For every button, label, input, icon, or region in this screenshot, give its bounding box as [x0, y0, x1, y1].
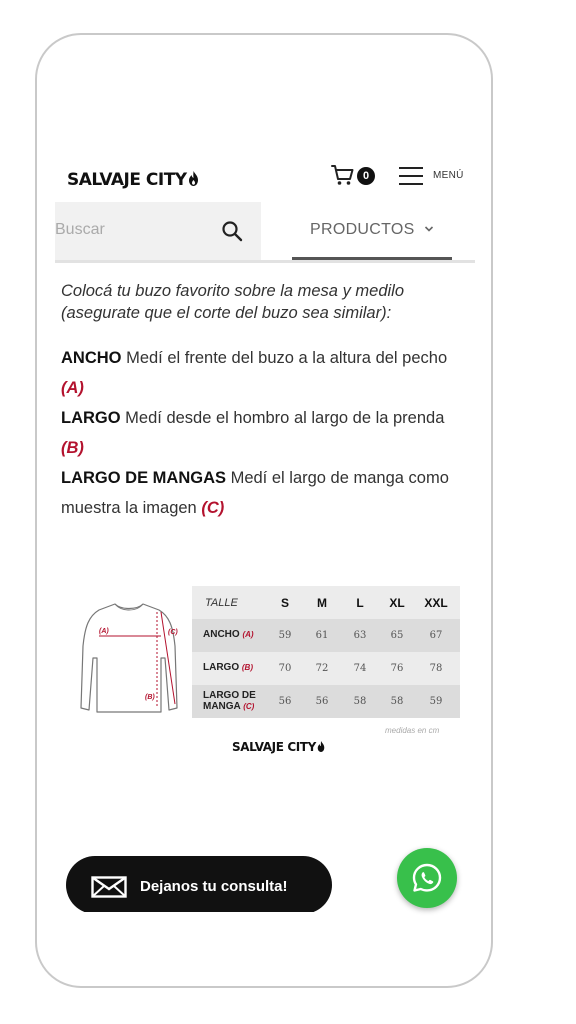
instruction-largo: LARGO Medí desde el hombro al largo de la prenda (B): [61, 409, 445, 457]
label-b: (B): [145, 694, 155, 701]
whatsapp-button[interactable]: [397, 848, 457, 908]
menu-button[interactable]: [399, 165, 475, 187]
cart-button[interactable]: [331, 164, 359, 188]
units-note: medidas en cm: [385, 726, 440, 735]
table-cell: 76: [390, 663, 404, 674]
table-cell: 59: [429, 696, 443, 707]
size-header: XL: [389, 596, 405, 610]
cart-icon: [331, 164, 355, 186]
table-cell: 56: [315, 696, 329, 707]
size-chart: [55, 586, 475, 766]
table-row: [192, 652, 460, 685]
table-cell: 78: [429, 663, 443, 674]
talle-header: TALLE: [205, 597, 238, 609]
search-box: [55, 202, 261, 260]
chevron-down-icon: [424, 224, 434, 234]
table-cell: 63: [353, 630, 367, 641]
table-row: [192, 619, 460, 652]
table-row: [192, 685, 460, 718]
table-cell: 65: [390, 630, 404, 641]
measure-guide: [61, 280, 461, 523]
label-c: (C): [168, 629, 178, 636]
hamburger-icon: [399, 167, 423, 185]
flame-icon: [317, 741, 325, 752]
menu-label: MENÚ: [433, 170, 464, 181]
envelope-icon: [91, 876, 127, 898]
sweater-diagram: [77, 596, 181, 716]
row-label: ANCHO (A): [203, 629, 254, 640]
size-header: L: [356, 596, 364, 610]
row-label: LARGO DE MANGA (C): [203, 690, 256, 712]
table-cell: 67: [429, 630, 443, 641]
instruction-ancho: ANCHO Medí el frente del buzo a la altura del pecho (A): [61, 349, 448, 397]
instructions: [61, 343, 461, 523]
table-cell: 58: [390, 696, 404, 707]
table-cell: 74: [353, 663, 367, 674]
consult-label: Dejanos tu consulta!: [140, 878, 288, 895]
table-cell: 70: [278, 663, 292, 674]
intro-text: Colocá tu buzo favorito sobre la mesa y medilo (asegurate que el corte del buzo sea similar):: [61, 282, 405, 322]
search-nav-bar: [55, 202, 475, 263]
products-label: PRODUCTOS: [310, 221, 415, 238]
instruction-largo-mangas: LARGO DE MANGAS Medí el largo de manga como muestra la imagen (C): [61, 469, 449, 517]
table-cell: 59: [278, 630, 292, 641]
size-table: [192, 586, 460, 718]
size-header: XXL: [424, 596, 448, 610]
whatsapp-icon: [411, 862, 443, 894]
table-cell: 58: [353, 696, 367, 707]
screen: [55, 150, 475, 912]
table-header-row: [192, 586, 460, 619]
label-a: (A): [99, 628, 109, 635]
table-cell: 61: [315, 630, 329, 641]
logo-text: SALVAJE CITY: [67, 170, 187, 190]
search-icon[interactable]: [221, 220, 243, 242]
chart-logo: SALVAJE CITY: [232, 740, 325, 754]
products-dropdown[interactable]: [292, 202, 452, 260]
size-header: S: [280, 596, 289, 610]
flame-icon: [188, 171, 199, 186]
consult-button[interactable]: [66, 856, 332, 912]
cart-count-badge: 0: [357, 167, 375, 185]
site-header: [55, 150, 475, 202]
table-cell: 72: [315, 663, 329, 674]
search-input[interactable]: [55, 220, 215, 240]
row-label: LARGO (B): [203, 662, 253, 673]
size-header: M: [317, 596, 327, 610]
table-cell: 56: [278, 696, 292, 707]
logo[interactable]: [67, 170, 199, 190]
